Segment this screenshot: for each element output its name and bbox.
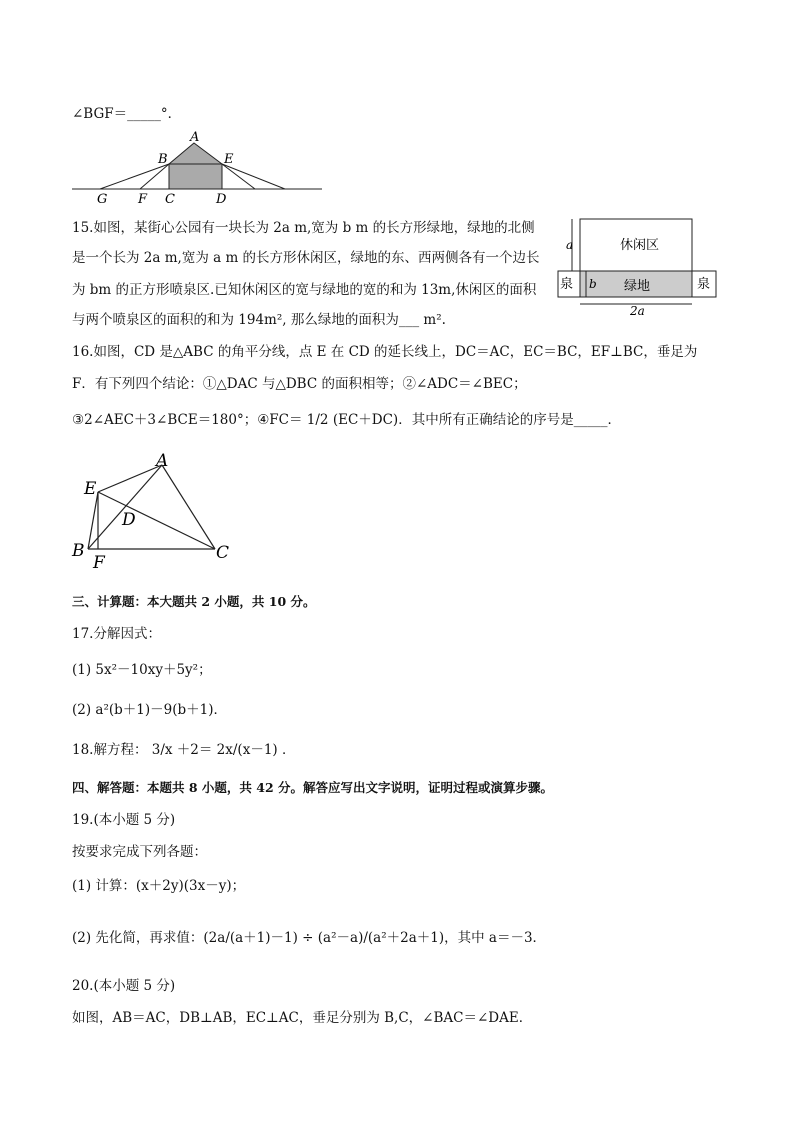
label-E: E [224, 152, 234, 167]
label-A: A [190, 130, 200, 145]
label-D: D [216, 192, 227, 207]
a-label: a [566, 238, 574, 252]
q16-line-1: 16.如图，CD 是△ABC 的角平分线，点 E 在 CD 的延长线上，DC＝AC，EC＝BC，EF⊥BC，垂足为 [72, 344, 698, 360]
label-G: G [97, 192, 108, 207]
q19-intro: 按要求完成下列各题： [72, 844, 207, 860]
q16-line-3: ③2∠AEC＋3∠BCE＝180°；④FC＝ 1/2 (EC＋DC)．其中所有正确结论的序号是_____． [72, 412, 621, 428]
q15-line-1: 15.如图，某街心公园有一块长为 2a m,宽为 b m 的长方形绿地，绿地的北侧 [72, 220, 535, 236]
leisure-label: 休闲区 [620, 238, 660, 253]
q17-part-1: (1) 5x²－10xy＋5y²； [72, 662, 212, 678]
q19-part-2: (2) 先化简，再求值：(2a/(a＋1)－1) ÷ (a²－a)/(a²＋2a＋1)，其中 a＝－3． [72, 930, 547, 946]
q16-figure [70, 452, 240, 572]
q16-line-2: F．有下列四个结论：①△DAC 与△DBC 的面积相等；②∠ADC＝∠BEC； [72, 376, 527, 392]
q17-part-2: (2) a²(b＋1)－9(b＋1)． [72, 702, 227, 718]
q18: 18.解方程： 3/x ＋2＝ 2x/(x－1) ． [72, 742, 296, 758]
q14-figure [70, 128, 330, 208]
label-A: A [156, 451, 169, 471]
two-a-label: 2a [630, 304, 645, 318]
q20-line: 如图，AB＝AC，DB⊥AB，EC⊥AC，垂足分别为 B,C，∠BAC＝∠DAE． [72, 1010, 533, 1026]
fountain-left-label: 泉 [560, 277, 574, 292]
q15-figure [556, 216, 726, 316]
b-label: b [589, 277, 597, 291]
label-F: F [138, 192, 148, 207]
section-3-heading: 三、计算题：本大题共 2 小题，共 10 分。 [72, 594, 316, 609]
label-C: C [216, 543, 230, 563]
q17-title: 17.分解因式： [72, 626, 161, 642]
label-B: B [158, 152, 168, 167]
q20-title: 20.(本小题 5 分) [72, 978, 176, 994]
q15-line-3: 为 bm 的正方形喷泉区.已知休闲区的宽与绿地的宽的和为 13m,休闲区的面积 [72, 282, 537, 298]
section-4-heading: 四、解答题：本题共 8 小题，共 42 分。解答应写出文字说明，证明过程或演算步骤。 [72, 780, 554, 795]
q15-line-2: 是一个长为 2a m,宽为 a m 的长方形休闲区，绿地的东、西两侧各有一个边长 [72, 250, 540, 266]
label-B: B [72, 541, 85, 561]
q19-part-1: (1) 计算：(x＋2y)(3x－y)； [72, 878, 246, 894]
fountain-right-label: 泉 [697, 277, 711, 292]
q15-line-4: 与两个喷泉区的面积的和为 194m², 那么绿地的面积为___ m². [72, 312, 446, 328]
q14-tail: ∠BGF＝_____°． [72, 106, 182, 122]
label-D: D [122, 510, 136, 530]
label-C: C [165, 192, 175, 207]
green-label: 绿地 [624, 279, 651, 294]
label-E: E [84, 479, 97, 499]
label-F: F [93, 553, 105, 573]
q19-title: 19.(本小题 5 分) [72, 812, 176, 828]
